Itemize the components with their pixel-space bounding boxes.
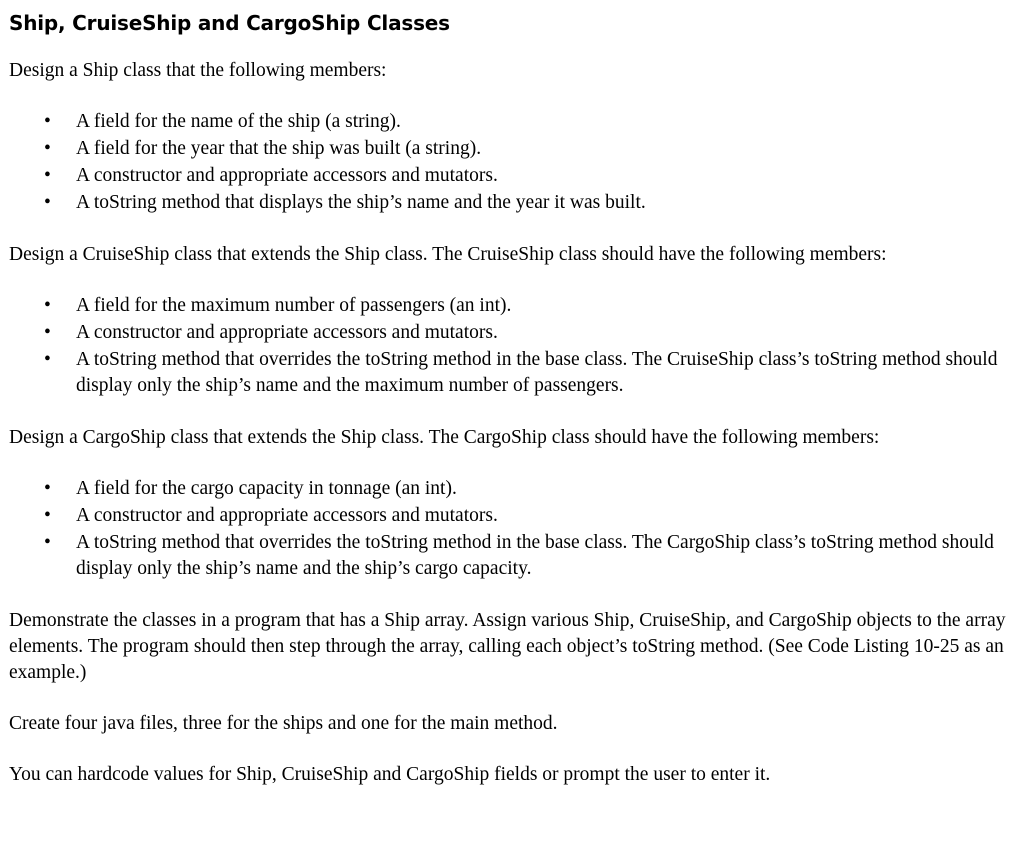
bullet-icon: • — [44, 295, 51, 316]
list-item — [9, 347, 1017, 399]
ship-class-intro: Design a Ship class that the following members: — [9, 60, 387, 81]
list-item — [9, 530, 1017, 582]
list-item-text: A field for the name of the ship (a string). — [76, 111, 401, 132]
list-item-text: A field for the year that the ship was built (a string). — [76, 138, 482, 159]
page-title: Ship, CruiseShip and CargoShip Classes — [9, 11, 450, 35]
bullet-icon: • — [44, 478, 51, 499]
list-item — [9, 136, 1017, 162]
assignment-document — [9, 8, 1017, 813]
list-item — [9, 163, 1017, 189]
list-item-text: A toString method that displays the ship’s name and the year it was built. — [76, 192, 646, 213]
bullet-icon: • — [44, 505, 51, 526]
cruiseship-class-intro: Design a CruiseShip class that extends the Ship class. The CruiseShip class should have the following members: — [9, 244, 887, 265]
list-item — [9, 293, 1017, 319]
list-item-text: A field for the maximum number of passengers (an int). — [76, 295, 512, 316]
bullet-icon: • — [44, 111, 51, 132]
list-item — [9, 320, 1017, 346]
bullet-icon: • — [44, 349, 51, 370]
ship-members-list — [9, 109, 1017, 216]
list-item — [9, 503, 1017, 529]
java-files-paragraph: Create four java files, three for the ships and one for the main method. — [9, 713, 558, 734]
hardcode-paragraph: You can hardcode values for Ship, CruiseShip and CargoShip fields or prompt the user to enter it. — [9, 764, 771, 785]
list-item-text: A constructor and appropriate accessors and mutators. — [76, 322, 498, 343]
demonstrate-paragraph: Demonstrate the classes in a program that has a Ship array. Assign various Ship, CruiseShip, and CargoShip objects to the array elements. The program should then step through the array, calling each object’s toString method. (See Code Listing 10-25 as an example.) — [9, 610, 1006, 683]
bullet-icon: • — [44, 322, 51, 343]
cargoship-class-intro: Design a CargoShip class that extends the Ship class. The CargoShip class should have the following members: — [9, 427, 880, 448]
list-item-text: A toString method that overrides the toString method in the base class. The CargoShip class’s toString method should display only the ship’s name and the ship’s cargo capacity. — [76, 532, 994, 579]
list-item-text: A toString method that overrides the toString method in the base class. The CruiseShip class’s toString method should display only the ship’s name and the maximum number of passengers. — [76, 349, 998, 396]
bullet-icon: • — [44, 138, 51, 159]
cruiseship-members-list — [9, 293, 1017, 399]
cargoship-members-list — [9, 476, 1017, 582]
list-item-text: A constructor and appropriate accessors and mutators. — [76, 505, 498, 526]
bullet-icon: • — [44, 165, 51, 186]
list-item-text: A field for the cargo capacity in tonnage (an int). — [76, 478, 457, 499]
list-item — [9, 190, 1017, 216]
list-item-text: A constructor and appropriate accessors and mutators. — [76, 165, 498, 186]
list-item — [9, 476, 1017, 502]
bullet-icon: • — [44, 532, 51, 553]
bullet-icon: • — [44, 192, 51, 213]
list-item — [9, 109, 1017, 135]
